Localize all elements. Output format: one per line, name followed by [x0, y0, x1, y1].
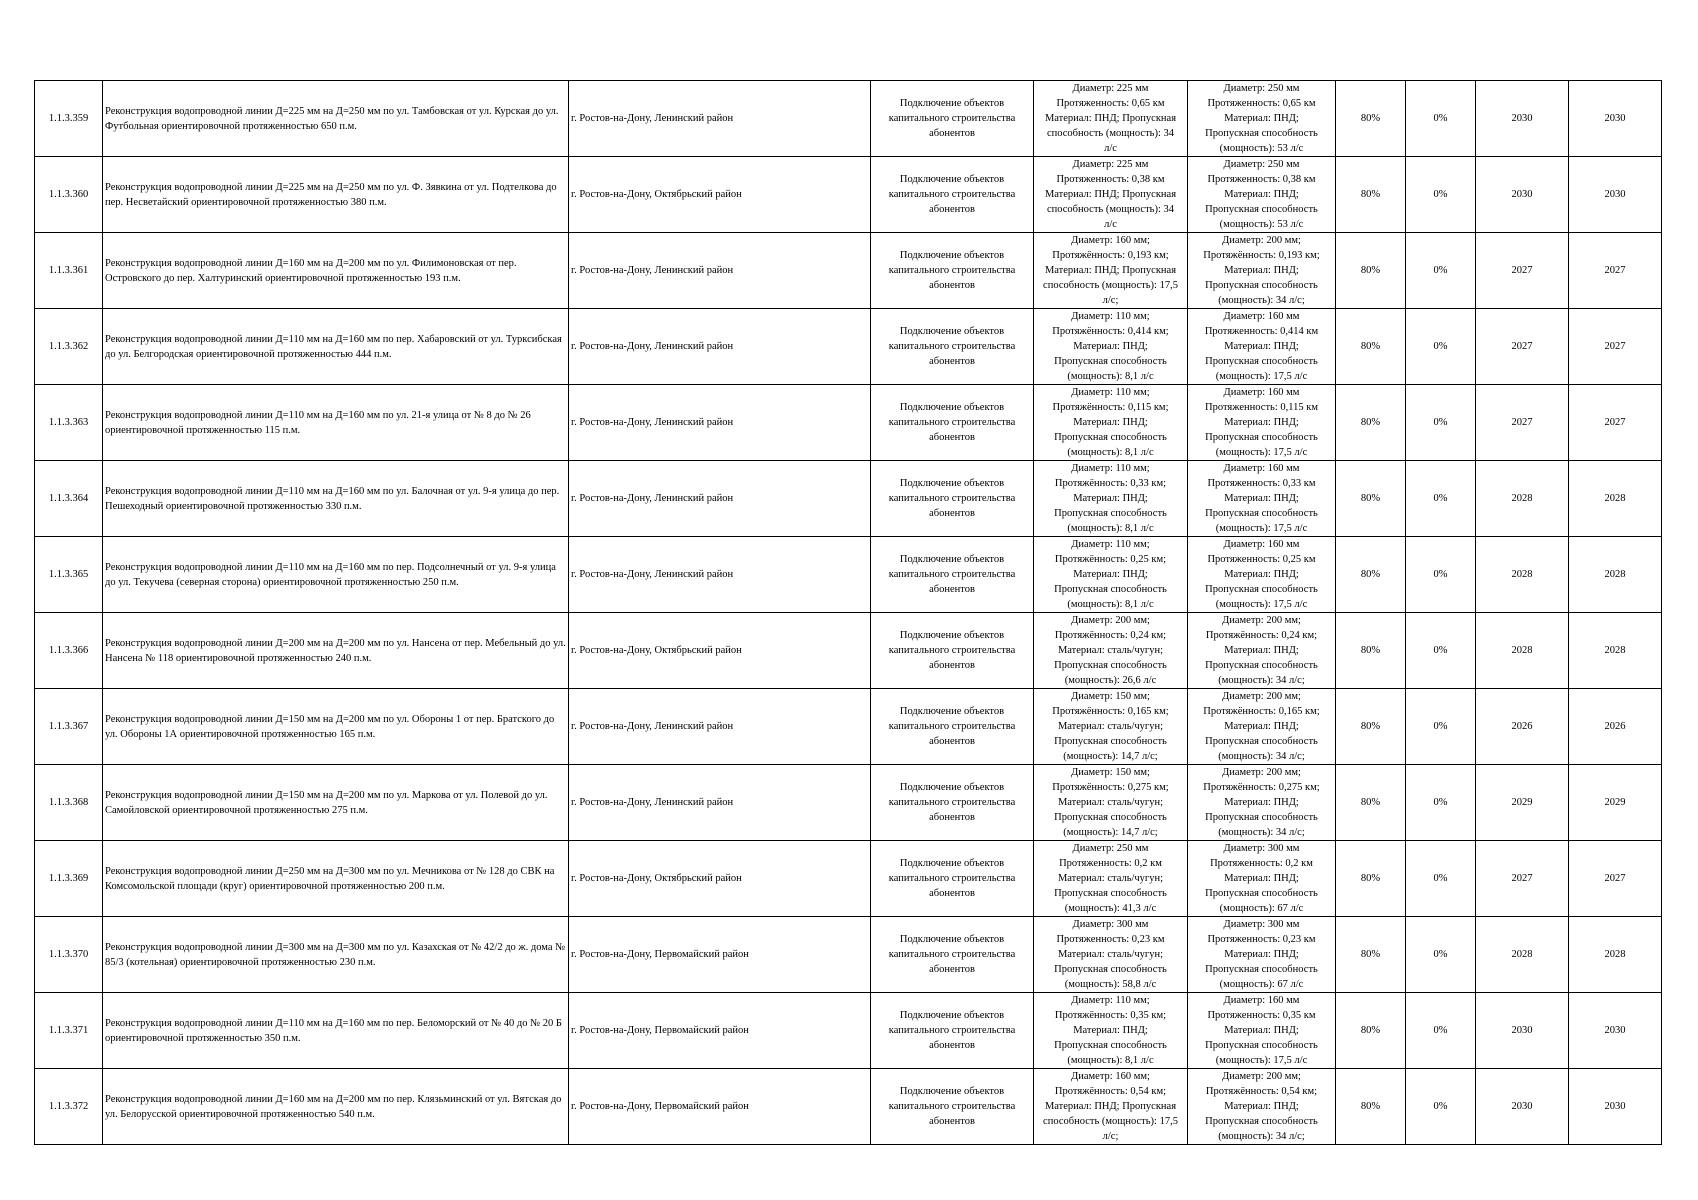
spec-line: (мощность): 8,1 л/с — [1067, 371, 1154, 382]
spec-line: Диаметр: 160 мм — [1223, 463, 1300, 474]
table-row — [35, 689, 1662, 765]
percent-1: 80% — [1336, 233, 1406, 309]
year-start: 2027 — [1476, 233, 1569, 309]
spec-line: Пропускная способность — [1054, 584, 1167, 595]
spec-line: Материал: ПНД; — [1073, 417, 1148, 428]
spec-after — [1188, 841, 1336, 917]
spec-line: Материал: ПНД; — [1224, 569, 1299, 580]
percent-1: 80% — [1336, 309, 1406, 385]
spec-after — [1188, 81, 1336, 157]
projects-table — [34, 80, 1662, 1145]
percent-1: 80% — [1336, 841, 1406, 917]
project-location: г. Ростов-на-Дону, Октябрьский район — [569, 613, 871, 689]
spec-before — [1034, 841, 1188, 917]
spec-line: Пропускная способность — [1205, 1040, 1318, 1051]
project-description: Реконструкция водопроводной линии Д=110 мм на Д=160 мм по ул. 21-я улица от № 8 до № 26 ориентировочной протяженностью 115 п.м. — [103, 385, 569, 461]
spec-line: (мощность): 53 л/с — [1219, 143, 1304, 154]
project-purpose: Подключение объектов капитального строительства абонентов — [871, 81, 1034, 157]
spec-line: Материал: ПНД; — [1224, 797, 1299, 808]
item-number: 1.1.3.370 — [35, 917, 103, 993]
project-purpose: Подключение объектов капитального строительства абонентов — [871, 309, 1034, 385]
year-start: 2030 — [1476, 993, 1569, 1069]
spec-line: Протяженность: 0,23 км — [1207, 934, 1316, 945]
year-end: 2027 — [1569, 841, 1662, 917]
percent-1: 80% — [1336, 613, 1406, 689]
spec-line: Протяжённость: 0,115 км; — [1052, 402, 1169, 413]
item-number: 1.1.3.372 — [35, 1069, 103, 1145]
project-purpose: Подключение объектов капитального строительства абонентов — [871, 765, 1034, 841]
spec-line: Пропускная способность — [1205, 964, 1318, 975]
spec-line: л/с; — [1102, 295, 1119, 306]
spec-before — [1034, 993, 1188, 1069]
spec-line: Пропускная способность — [1205, 888, 1318, 899]
spec-before — [1034, 765, 1188, 841]
spec-line: Диаметр: 150 мм; — [1071, 691, 1150, 702]
percent-2: 0% — [1406, 81, 1476, 157]
spec-after — [1188, 537, 1336, 613]
year-end: 2028 — [1569, 613, 1662, 689]
table-row — [35, 613, 1662, 689]
spec-line: Протяжённость: 0,414 км; — [1052, 326, 1169, 337]
year-start: 2028 — [1476, 461, 1569, 537]
spec-line: Материал: ПНД; — [1224, 949, 1299, 960]
spec-line: Материал: ПНД; Пропускная — [1044, 113, 1177, 124]
project-purpose: Подключение объектов капитального строительства абонентов — [871, 157, 1034, 233]
spec-line: (мощность): 17,5 л/с — [1215, 447, 1308, 458]
spec-line: Протяжённость: 0,25 км; — [1054, 554, 1167, 565]
spec-line: (мощность): 58,8 л/с — [1064, 979, 1157, 990]
spec-after — [1188, 1069, 1336, 1145]
project-description: Реконструкция водопроводной линии Д=110 мм на Д=160 мм по пер. Беломорский от № 40 до № 20 Б ориентировочной протяженностью 350 п.м. — [103, 993, 569, 1069]
spec-line: Материал: ПНД; — [1073, 341, 1148, 352]
project-description: Реконструкция водопроводной линии Д=150 мм на Д=200 мм по ул. Маркова от ул. Полевой до ул. Самойловской ориентировочной протяженностью 275 п.м. — [103, 765, 569, 841]
project-location: г. Ростов-на-Дону, Ленинский район — [569, 309, 871, 385]
spec-line: Протяжённость: 0,165 км; — [1052, 706, 1169, 717]
spec-line: Пропускная способность — [1205, 356, 1318, 367]
percent-2: 0% — [1406, 233, 1476, 309]
table-row — [35, 157, 1662, 233]
spec-before — [1034, 309, 1188, 385]
spec-line: Диаметр: 110 мм; — [1071, 995, 1150, 1006]
spec-line: л/с — [1104, 143, 1117, 154]
spec-line: способность (мощность): 34 — [1046, 204, 1175, 215]
spec-line: Протяженность: 0,38 км — [1207, 174, 1316, 185]
percent-1: 80% — [1336, 157, 1406, 233]
percent-2: 0% — [1406, 765, 1476, 841]
project-description: Реконструкция водопроводной линии Д=110 мм на Д=160 мм по пер. Подсолнечный от ул. 9-я улица до ул. Текучева (северная сторона) ориентировочной протяженностью 250 п.м. — [103, 537, 569, 613]
spec-line: (мощность): 34 л/с; — [1218, 1131, 1305, 1142]
project-location: г. Ростов-на-Дону, Первомайский район — [569, 993, 871, 1069]
project-purpose: Подключение объектов капитального строительства абонентов — [871, 917, 1034, 993]
year-start: 2028 — [1476, 917, 1569, 993]
spec-line: Пропускная способность — [1205, 812, 1318, 823]
project-description: Реконструкция водопроводной линии Д=110 мм на Д=160 мм по ул. Балочная от ул. 9-я улица до пер. Пешеходный ориентировочной протяженностью 330 п.м. — [103, 461, 569, 537]
spec-before — [1034, 1069, 1188, 1145]
spec-line: (мощность): 26,6 л/с — [1064, 675, 1157, 686]
spec-line: Пропускная способность — [1054, 964, 1167, 975]
spec-line: Диаметр: 300 мм — [1223, 843, 1300, 854]
spec-line: (мощность): 14,7 л/с; — [1063, 827, 1158, 838]
spec-line: Материал: сталь/чугун; — [1057, 873, 1164, 884]
project-purpose: Подключение объектов капитального строительства абонентов — [871, 841, 1034, 917]
spec-line: Протяженность: 0,414 км — [1204, 326, 1319, 337]
spec-line: Пропускная способность — [1205, 432, 1318, 443]
spec-line: Материал: ПНД; — [1073, 1025, 1148, 1036]
spec-line: Пропускная способность — [1205, 660, 1318, 671]
spec-line: Диаметр: 200 мм; — [1222, 1071, 1301, 1082]
project-description: Реконструкция водопроводной линии Д=225 мм на Д=250 мм по ул. Тамбовская от ул. Курская до ул. Футбольная ориентировочной протяженностью 650 п.м. — [103, 81, 569, 157]
year-start: 2027 — [1476, 841, 1569, 917]
spec-line: Протяжённость: 0,24 км; — [1205, 630, 1318, 641]
spec-before — [1034, 385, 1188, 461]
spec-line: Диаметр: 200 мм; — [1222, 615, 1301, 626]
project-purpose: Подключение объектов капитального строительства абонентов — [871, 993, 1034, 1069]
spec-line: (мощность): 67 л/с — [1219, 979, 1304, 990]
spec-line: (мощность): 14,7 л/с; — [1063, 751, 1158, 762]
percent-2: 0% — [1406, 461, 1476, 537]
spec-line: Материал: сталь/чугун; — [1057, 645, 1164, 656]
year-end: 2028 — [1569, 461, 1662, 537]
project-description: Реконструкция водопроводной линии Д=160 мм на Д=200 мм по пер. Клязьминский от ул. Вятская до ул. Белорусской ориентировочной протяженностью 540 п.м. — [103, 1069, 569, 1145]
spec-line: (мощность): 8,1 л/с — [1067, 1055, 1154, 1066]
spec-line: (мощность): 34 л/с; — [1218, 675, 1305, 686]
percent-1: 80% — [1336, 689, 1406, 765]
spec-line: Материал: ПНД; — [1224, 189, 1299, 200]
percent-2: 0% — [1406, 309, 1476, 385]
table-row — [35, 309, 1662, 385]
spec-line: Протяжённость: 0,165 км; — [1203, 706, 1320, 717]
year-start: 2030 — [1476, 1069, 1569, 1145]
item-number: 1.1.3.371 — [35, 993, 103, 1069]
spec-after — [1188, 157, 1336, 233]
project-purpose: Подключение объектов капитального строительства абонентов — [871, 613, 1034, 689]
spec-before — [1034, 461, 1188, 537]
spec-line: Диаметр: 110 мм; — [1071, 463, 1150, 474]
project-location: г. Ростов-на-Дону, Ленинский район — [569, 537, 871, 613]
item-number: 1.1.3.368 — [35, 765, 103, 841]
item-number: 1.1.3.359 — [35, 81, 103, 157]
project-location: г. Ростов-на-Дону, Ленинский район — [569, 385, 871, 461]
spec-line: Диаметр: 160 мм — [1223, 387, 1300, 398]
spec-before — [1034, 233, 1188, 309]
spec-line: Пропускная способность — [1054, 432, 1167, 443]
spec-after — [1188, 993, 1336, 1069]
spec-line: Протяженность: 0,115 км — [1205, 402, 1318, 413]
project-location: г. Ростов-на-Дону, Октябрьский район — [569, 157, 871, 233]
project-location: г. Ростов-на-Дону, Первомайский район — [569, 1069, 871, 1145]
spec-line: Протяжённость: 0,275 км; — [1052, 782, 1169, 793]
item-number: 1.1.3.365 — [35, 537, 103, 613]
item-number: 1.1.3.363 — [35, 385, 103, 461]
spec-line: Протяженность: 0,38 км — [1056, 174, 1165, 185]
project-purpose: Подключение объектов капитального строительства абонентов — [871, 233, 1034, 309]
spec-line: Пропускная способность — [1054, 508, 1167, 519]
year-end: 2028 — [1569, 917, 1662, 993]
year-end: 2029 — [1569, 765, 1662, 841]
spec-before — [1034, 157, 1188, 233]
project-description: Реконструкция водопроводной линии Д=300 мм на Д=300 мм по ул. Казахская от № 42/2 до ж. дома № 85/3 (котельная) ориентировочной протяженностью 230 п.м. — [103, 917, 569, 993]
spec-line: Диаметр: 200 мм; — [1222, 691, 1301, 702]
spec-before — [1034, 613, 1188, 689]
project-description: Реконструкция водопроводной линии Д=150 мм на Д=200 мм по ул. Обороны 1 от пер. Братского до ул. Обороны 1А ориентировочной протяженностью 165 п.м. — [103, 689, 569, 765]
spec-before — [1034, 81, 1188, 157]
year-start: 2030 — [1476, 81, 1569, 157]
project-location: г. Ростов-на-Дону, Ленинский район — [569, 81, 871, 157]
project-location: г. Ростов-на-Дону, Ленинский район — [569, 233, 871, 309]
spec-before — [1034, 537, 1188, 613]
spec-line: (мощность): 8,1 л/с — [1067, 447, 1154, 458]
item-number: 1.1.3.360 — [35, 157, 103, 233]
spec-line: (мощность): 41,3 л/с — [1064, 903, 1157, 914]
spec-line: Материал: ПНД; — [1224, 1101, 1299, 1112]
spec-line: Материал: ПНД; — [1224, 493, 1299, 504]
spec-line: Пропускная способность — [1205, 736, 1318, 747]
item-number: 1.1.3.362 — [35, 309, 103, 385]
spec-line: Пропускная способность — [1205, 128, 1318, 139]
spec-line: Диаметр: 225 мм — [1072, 83, 1149, 94]
spec-line: Диаметр: 250 мм — [1223, 83, 1300, 94]
spec-line: Материал: ПНД; — [1224, 341, 1299, 352]
spec-line: Пропускная способность — [1205, 1116, 1318, 1127]
spec-line: способность (мощность): 17,5 — [1043, 280, 1178, 291]
year-start: 2030 — [1476, 157, 1569, 233]
spec-after — [1188, 917, 1336, 993]
table-row — [35, 233, 1662, 309]
year-end: 2030 — [1569, 157, 1662, 233]
spec-line: способность (мощность): 17,5 — [1043, 1116, 1178, 1127]
year-start: 2029 — [1476, 765, 1569, 841]
spec-line: Протяженность: 0,65 км — [1207, 98, 1316, 109]
spec-line: Протяжённость: 0,54 км; — [1054, 1086, 1167, 1097]
spec-line: Протяжённость: 0,193 км; — [1203, 250, 1320, 261]
year-end: 2026 — [1569, 689, 1662, 765]
spec-line: Протяжённость: 0,24 км; — [1054, 630, 1167, 641]
percent-2: 0% — [1406, 613, 1476, 689]
year-end: 2027 — [1569, 309, 1662, 385]
item-number: 1.1.3.366 — [35, 613, 103, 689]
project-purpose: Подключение объектов капитального строительства абонентов — [871, 537, 1034, 613]
table-row — [35, 81, 1662, 157]
project-description: Реконструкция водопроводной линии Д=225 мм на Д=250 мм по ул. Ф. Зявкина от ул. Подтелкова до пер. Несветайский ориентировочной протяженностью 380 п.м. — [103, 157, 569, 233]
spec-line: Протяженность: 0,2 км — [1210, 858, 1313, 869]
table-body — [35, 81, 1662, 1145]
table-row — [35, 537, 1662, 613]
spec-line: Материал: сталь/чугун; — [1057, 949, 1164, 960]
spec-line: Пропускная способность — [1205, 204, 1318, 215]
table-row — [35, 993, 1662, 1069]
table-row — [35, 765, 1662, 841]
spec-line: Протяженность: 0,35 км — [1207, 1010, 1316, 1021]
project-location: г. Ростов-на-Дону, Ленинский район — [569, 461, 871, 537]
percent-1: 80% — [1336, 385, 1406, 461]
spec-line: л/с — [1104, 219, 1117, 230]
percent-2: 0% — [1406, 917, 1476, 993]
project-location: г. Ростов-на-Дону, Первомайский район — [569, 917, 871, 993]
project-description: Реконструкция водопроводной линии Д=160 мм на Д=200 мм по ул. Филимоновская от пер. Островского до пер. Халтуринский ориентировочной протяженностью 193 п.м. — [103, 233, 569, 309]
spec-line: Диаметр: 160 мм — [1223, 539, 1300, 550]
spec-line: л/с; — [1102, 1131, 1119, 1142]
year-start: 2028 — [1476, 613, 1569, 689]
percent-2: 0% — [1406, 385, 1476, 461]
spec-line: Диаметр: 200 мм; — [1071, 615, 1150, 626]
spec-line: Диаметр: 250 мм — [1072, 843, 1149, 854]
project-purpose: Подключение объектов капитального строительства абонентов — [871, 385, 1034, 461]
spec-line: Диаметр: 300 мм — [1072, 919, 1149, 930]
spec-line: Диаметр: 150 мм; — [1071, 767, 1150, 778]
spec-line: Протяжённость: 0,54 км; — [1205, 1086, 1318, 1097]
spec-line: (мощность): 17,5 л/с — [1215, 599, 1308, 610]
spec-line: (мощность): 53 л/с — [1219, 219, 1304, 230]
spec-line: Пропускная способность — [1205, 584, 1318, 595]
spec-line: Диаметр: 110 мм; — [1071, 387, 1150, 398]
spec-after — [1188, 689, 1336, 765]
spec-line: Пропускная способность — [1054, 356, 1167, 367]
spec-line: Пропускная способность — [1054, 812, 1167, 823]
spec-line: Протяженность: 0,65 км — [1056, 98, 1165, 109]
project-description: Реконструкция водопроводной линии Д=250 мм на Д=300 мм по ул. Мечникова от № 128 до СВК на Комсомольской площади (круг) ориентировочной протяженностью 200 п.м. — [103, 841, 569, 917]
spec-line: Материал: ПНД; — [1224, 873, 1299, 884]
percent-2: 0% — [1406, 157, 1476, 233]
table-row — [35, 917, 1662, 993]
item-number: 1.1.3.361 — [35, 233, 103, 309]
spec-line: Диаметр: 300 мм — [1223, 919, 1300, 930]
year-start: 2028 — [1476, 537, 1569, 613]
spec-line: (мощность): 8,1 л/с — [1067, 523, 1154, 534]
project-location: г. Ростов-на-Дону, Ленинский район — [569, 689, 871, 765]
item-number: 1.1.3.364 — [35, 461, 103, 537]
year-start: 2027 — [1476, 385, 1569, 461]
table-row — [35, 385, 1662, 461]
table-row — [35, 461, 1662, 537]
spec-line: Материал: ПНД; — [1073, 493, 1148, 504]
percent-2: 0% — [1406, 993, 1476, 1069]
spec-line: Материал: ПНД; Пропускная — [1044, 265, 1177, 276]
year-end: 2030 — [1569, 993, 1662, 1069]
spec-line: Пропускная способность — [1205, 508, 1318, 519]
spec-line: Материал: ПНД; — [1224, 645, 1299, 656]
spec-line: Материал: ПНД; — [1224, 417, 1299, 428]
spec-before — [1034, 689, 1188, 765]
year-start: 2026 — [1476, 689, 1569, 765]
spec-line: Материал: ПНД; Пропускная — [1044, 1101, 1177, 1112]
spec-after — [1188, 613, 1336, 689]
percent-2: 0% — [1406, 841, 1476, 917]
spec-line: способность (мощность): 34 — [1046, 128, 1175, 139]
spec-line: Пропускная способность — [1054, 736, 1167, 747]
percent-1: 80% — [1336, 461, 1406, 537]
spec-line: Диаметр: 160 мм; — [1071, 235, 1150, 246]
spec-line: (мощность): 67 л/с — [1219, 903, 1304, 914]
spec-after — [1188, 385, 1336, 461]
spec-line: Диаметр: 225 мм — [1072, 159, 1149, 170]
spec-line: Материал: ПНД; — [1224, 113, 1299, 124]
spec-line: Диаметр: 110 мм; — [1071, 539, 1150, 550]
spec-after — [1188, 461, 1336, 537]
spec-line: (мощность): 34 л/с; — [1218, 827, 1305, 838]
percent-1: 80% — [1336, 537, 1406, 613]
year-end: 2030 — [1569, 81, 1662, 157]
spec-after — [1188, 765, 1336, 841]
table-row — [35, 841, 1662, 917]
spec-line: Материал: сталь/чугун; — [1057, 721, 1164, 732]
spec-line: Протяжённость: 0,193 км; — [1052, 250, 1169, 261]
spec-line: (мощность): 17,5 л/с — [1215, 523, 1308, 534]
spec-line: (мощность): 17,5 л/с — [1215, 371, 1308, 382]
item-number: 1.1.3.369 — [35, 841, 103, 917]
spec-line: Протяженность: 0,33 км — [1207, 478, 1316, 489]
spec-line: Пропускная способность — [1054, 888, 1167, 899]
percent-2: 0% — [1406, 1069, 1476, 1145]
spec-line: Материал: ПНД; Пропускная — [1044, 189, 1177, 200]
project-purpose: Подключение объектов капитального строительства абонентов — [871, 689, 1034, 765]
spec-line: Диаметр: 200 мм; — [1222, 235, 1301, 246]
spec-line: Диаметр: 250 мм — [1223, 159, 1300, 170]
year-end: 2027 — [1569, 233, 1662, 309]
item-number: 1.1.3.367 — [35, 689, 103, 765]
spec-line: Пропускная способность — [1054, 660, 1167, 671]
project-purpose: Подключение объектов капитального строительства абонентов — [871, 1069, 1034, 1145]
spec-line: Диаметр: 200 мм; — [1222, 767, 1301, 778]
spec-line: Материал: ПНД; — [1073, 569, 1148, 580]
spec-line: Материал: ПНД; — [1224, 1025, 1299, 1036]
spec-line: (мощность): 8,1 л/с — [1067, 599, 1154, 610]
project-location: г. Ростов-на-Дону, Октябрьский район — [569, 841, 871, 917]
spec-line: Пропускная способность — [1054, 1040, 1167, 1051]
percent-1: 80% — [1336, 81, 1406, 157]
percent-1: 80% — [1336, 1069, 1406, 1145]
year-end: 2030 — [1569, 1069, 1662, 1145]
spec-line: Материал: сталь/чугун; — [1057, 797, 1164, 808]
spec-after — [1188, 233, 1336, 309]
spec-line: Материал: ПНД; — [1224, 721, 1299, 732]
spec-before — [1034, 917, 1188, 993]
project-purpose: Подключение объектов капитального строительства абонентов — [871, 461, 1034, 537]
spec-line: Протяженность: 0,25 км — [1207, 554, 1316, 565]
spec-after — [1188, 309, 1336, 385]
spec-line: Пропускная способность — [1205, 280, 1318, 291]
percent-2: 0% — [1406, 537, 1476, 613]
year-start: 2027 — [1476, 309, 1569, 385]
year-end: 2028 — [1569, 537, 1662, 613]
spec-line: Протяжённость: 0,33 км; — [1054, 478, 1167, 489]
spec-line: Материал: ПНД; — [1224, 265, 1299, 276]
project-description: Реконструкция водопроводной линии Д=200 мм на Д=200 мм по ул. Нансена от пер. Мебельный до ул. Нансена № 118 ориентировочной протяженностью 240 п.м. — [103, 613, 569, 689]
percent-2: 0% — [1406, 689, 1476, 765]
project-location: г. Ростов-на-Дону, Ленинский район — [569, 765, 871, 841]
spec-line: Протяжённость: 0,275 км; — [1203, 782, 1320, 793]
percent-1: 80% — [1336, 993, 1406, 1069]
percent-1: 80% — [1336, 917, 1406, 993]
percent-1: 80% — [1336, 765, 1406, 841]
spec-line: Протяжённость: 0,35 км; — [1054, 1010, 1167, 1021]
spec-line: Диаметр: 160 мм — [1223, 995, 1300, 1006]
spec-line: Диаметр: 110 мм; — [1071, 311, 1150, 322]
spec-line: (мощность): 34 л/с; — [1218, 751, 1305, 762]
project-description: Реконструкция водопроводной линии Д=110 мм на Д=160 мм по пер. Хабаровский от ул. Турксибская до ул. Белгородская ориентировочной протяженностью 444 п.м. — [103, 309, 569, 385]
spec-line: (мощность): 34 л/с; — [1218, 295, 1305, 306]
spec-line: (мощность): 17,5 л/с — [1215, 1055, 1308, 1066]
spec-line: Диаметр: 160 мм; — [1071, 1071, 1150, 1082]
spec-line: Диаметр: 160 мм — [1223, 311, 1300, 322]
spec-line: Протяженность: 0,2 км — [1059, 858, 1162, 869]
spec-line: Протяженность: 0,23 км — [1056, 934, 1165, 945]
year-end: 2027 — [1569, 385, 1662, 461]
table-row — [35, 1069, 1662, 1145]
